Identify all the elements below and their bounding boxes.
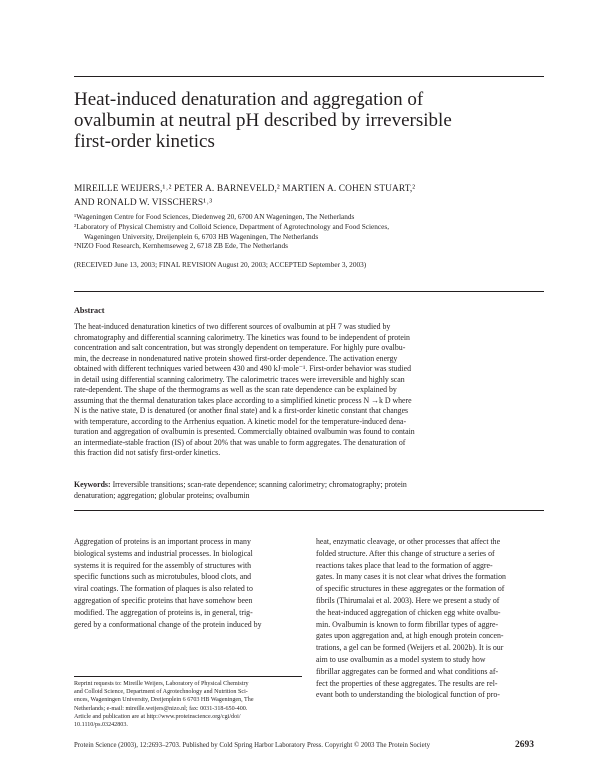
keywords-label: Keywords: <box>74 480 111 489</box>
abstract-top-rule <box>74 291 544 292</box>
keywords-text: Irreversible transitions; scan-rate dependence; scanning calorimetry; chromatography; protein <box>110 480 407 489</box>
body-line: viral coatings. The formation of plaques is also related to <box>74 584 253 594</box>
body-line: min. Ovalbumin is known to form fibrillar types of aggre- <box>316 619 499 629</box>
body-line: aim to use ovalbumin as a model system to study how <box>316 654 486 664</box>
footnote-line: and Colloid Science, Department of Agrotechnology and Nutrition Sci- <box>74 689 248 696</box>
affiliation-line: ¹Wageningen Centre for Food Sciences, Diedenweg 20, 6700 AN Wageningen, The Netherlands <box>74 212 355 221</box>
title-line: Heat-induced denaturation and aggregation of <box>74 89 424 110</box>
body-line: reactions takes place that lead to the formation of aggre- <box>316 560 493 570</box>
abstract-line: obtained with different techniques varied between 430 and 490 kJ·mole⁻¹. First-order behavior was studied <box>74 364 412 373</box>
footnote-line: Netherlands; e-mail: mireille.weijers@nizo.nl; fax: 0031-318-650-400. <box>74 705 248 712</box>
body-line: fibrils (Thirumalai et al. 2003). Here we present a study of <box>316 595 500 605</box>
body-line: the heat-induced aggregation of chicken egg white ovalbu- <box>316 607 501 617</box>
body-column-left <box>74 536 302 630</box>
body-line: aggregation of specific proteins that have somehow been <box>74 595 253 605</box>
body-line: gates. In many cases it is not clear what drives the formation <box>316 572 506 582</box>
body-line: trations, a gel can be formed (Weijers et al. 2002b). It is our <box>316 643 504 653</box>
abstract-line: chromatography and differential scanning calorimetry. The kinetics was found to be independent of protein <box>74 332 410 342</box>
abstract-line: in detail using differential scanning calorimetry. The calorimetric traces were irreversible and highly scan <box>74 374 405 384</box>
body-line: modified. The aggregation of proteins is, in general, trig- <box>74 607 253 617</box>
abstract-line: assuming that the thermal denaturation takes place according to a simplified kinetic process N →k D where <box>74 395 412 405</box>
received-dates: (RECEIVED June 13, 2003; FINAL REVISION August 20, 2003; ACCEPTED September 3, 2003) <box>74 260 367 269</box>
affiliation-line: Wageningen University, Dreijenplein 6, 6703 HB Wageningen, The Netherlands <box>84 231 319 241</box>
footer-text: Protein Science (2003), 12:2693–2703. Published by Cold Spring Harbor Laboratory Press. Copyright © 2003 The Protein Society <box>74 742 430 749</box>
body-line: biological systems and industrial processes. In biological <box>74 548 253 558</box>
abstract-line: N is the native state, D is denatured (or another final state) and k a first-order kinetic constant that changes <box>74 406 409 415</box>
body-line: fect the properties of these aggregates. The results are rel- <box>316 678 498 688</box>
body-line: fibrillar aggregates can be formed and what conditions af- <box>316 666 499 676</box>
abstract-line: min, the decrease in nondenatured native protein showed first-order dependence. The activation energy <box>74 353 398 363</box>
abstract-body <box>74 322 544 459</box>
abstract-bottom-rule <box>74 510 544 511</box>
abstract-line: an intermediate-stable fraction (IS) of about 20% that was unable to form aggregates. The denaturation of <box>74 437 406 447</box>
body-line: folded structure. After this change of structure a series of <box>316 548 495 558</box>
affiliation-line: ²Laboratory of Physical Chemistry and Colloid Science, Department of Agrotechnology and Food Sciences, <box>74 221 390 231</box>
footnote-line: Reprint requests to: Mireille Weijers, Laboratory of Physical Chemistry <box>74 681 249 687</box>
article-title <box>74 89 534 152</box>
body-line: systems it is required for the assembly of structures with <box>74 560 252 570</box>
header-rule <box>74 76 544 77</box>
keywords-line-2: denaturation; aggregation; globular proteins; ovalbumin <box>74 490 250 500</box>
body-column-right <box>316 536 544 701</box>
abstract-line: rate-dependent. The shape of the thermograms as well as the scan rate dependence can be explained by <box>74 385 397 394</box>
body-line: heat, enzymatic cleavage, or other processes that affect the <box>316 537 501 546</box>
abstract-line: with temperature, according to the Arrhenius equation. A kinetic model for the temperature-induced dena- <box>74 416 407 426</box>
author-list <box>74 183 544 210</box>
body-line: gered by a conformational change of the protein induced by <box>74 619 262 629</box>
footnote-line: 10.1110/ps.03242803. <box>74 722 128 729</box>
title-line: ovalbumin at neutral pH described by irreversible <box>74 110 452 131</box>
footnote-line: Article and publication are at http://www.proteinscience.org/cgi/doi/ <box>74 713 241 720</box>
body-line: Aggregation of proteins is an important process in many <box>74 537 251 546</box>
affiliations <box>74 212 544 251</box>
body-line: evant both to understanding the biological function of pro- <box>316 690 500 700</box>
abstract-line: The heat-induced denaturation kinetics of two different sources of ovalbumin at pH 7 was studied by <box>74 322 391 331</box>
abstract-heading: Abstract <box>74 306 105 315</box>
footnote-rule <box>74 676 302 677</box>
keywords-line-1 <box>74 480 544 491</box>
body-line: of specific structures in these aggregates or the formation of <box>316 584 505 594</box>
abstract-line: turation and aggregation of ovalbumin is presented. Commercially obtained ovalbumin was found to contain <box>74 427 415 436</box>
affiliation-line: ³NIZO Food Research, Kernhemseweg 2, 6718 ZB Ede, The Netherlands <box>74 241 289 251</box>
abstract-line: concentration and salt concentration, but was strongly dependent on temperature. For highly pure ovalbu- <box>74 343 406 352</box>
authors-line-2: AND RONALD W. VISSCHERS¹˒³ <box>74 197 213 208</box>
page-number: 2693 <box>515 740 534 750</box>
title-line: first-order kinetics <box>74 131 215 152</box>
keywords <box>74 480 544 501</box>
abstract-line: this fraction did not satisfy first-order kinetics. <box>74 448 221 457</box>
body-line: specific functions such as microtubules, blood clots, and <box>74 572 252 582</box>
footnote <box>74 680 302 729</box>
footnote-line: ences, Wageningen University, Dreijenplein 6 6703 HB Wageningen, The <box>74 697 254 704</box>
authors-line-1: MIREILLE WEIJERS,¹˒² PETER A. BARNEVELD,² MARTIEN A. COHEN STUART,² <box>74 184 416 194</box>
journal-citation-footer <box>74 742 544 749</box>
body-line: gates upon aggregation and, at high enough protein concen- <box>316 631 504 641</box>
